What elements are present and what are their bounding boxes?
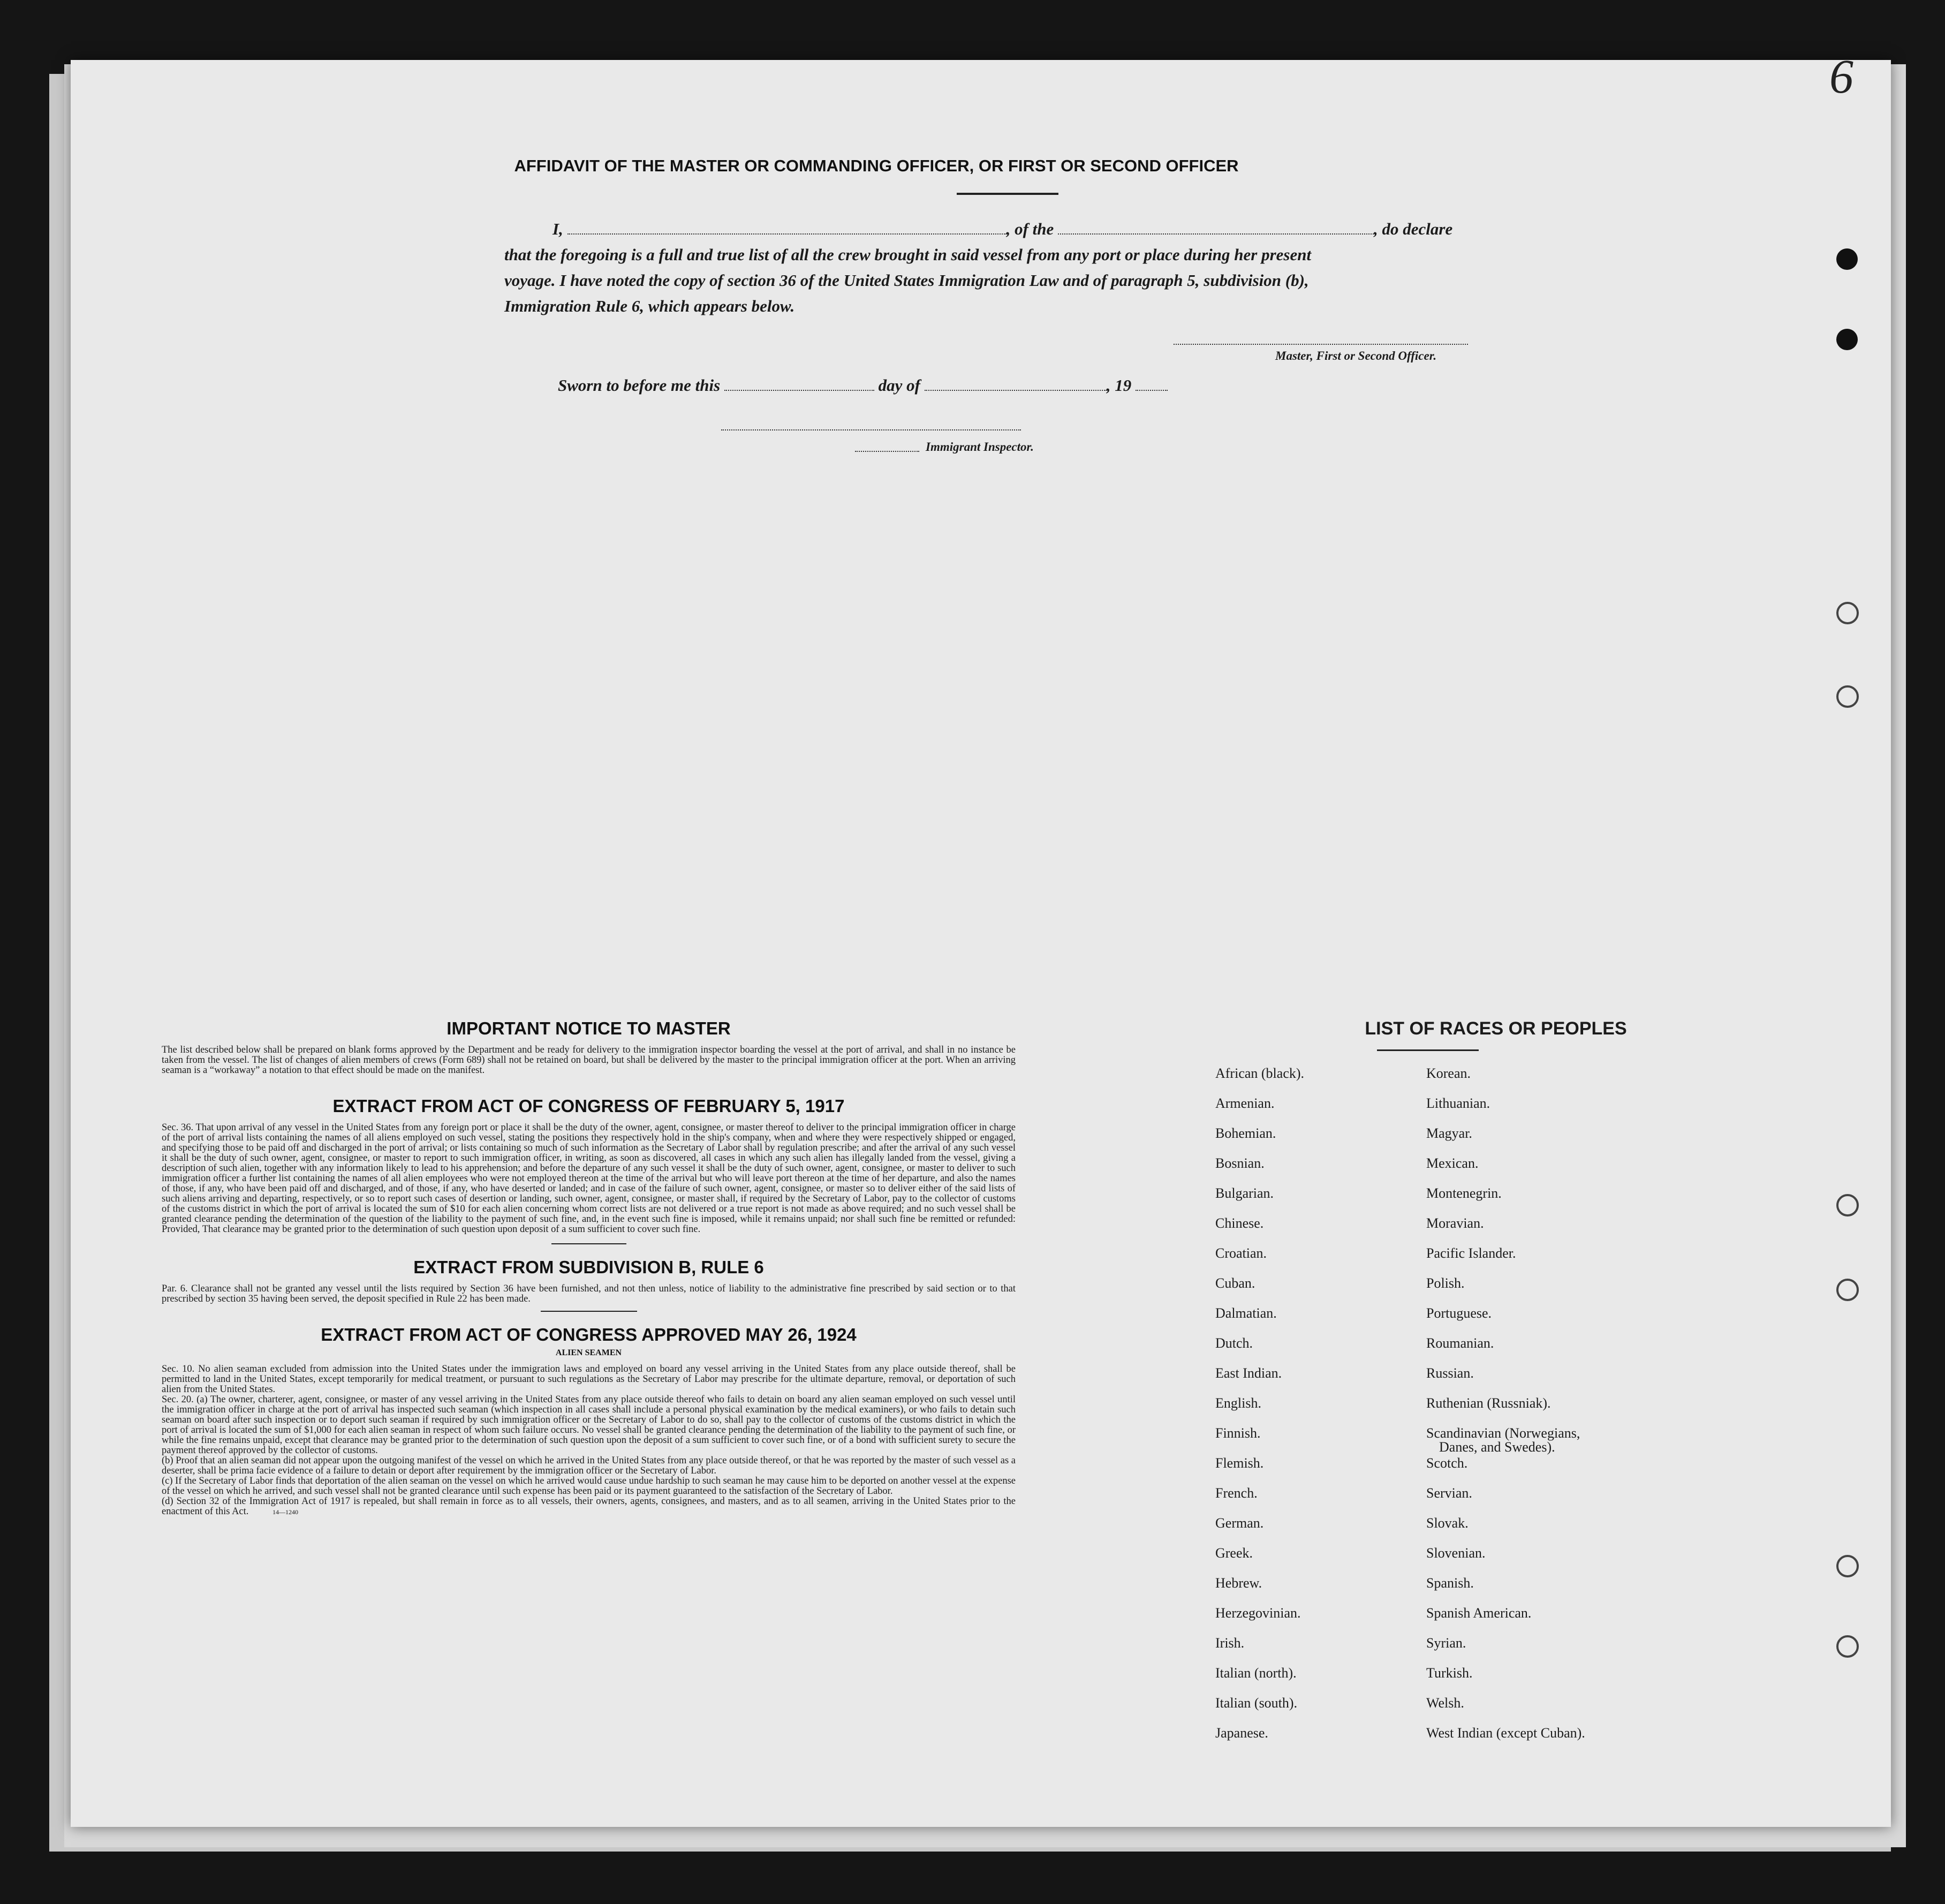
sworn-line xyxy=(558,373,1307,398)
race-item: Chinese. xyxy=(1215,1215,1264,1231)
sec-20c-text: (c) If the Secretary of Labor finds that deportation of the alien seaman on the vessel on which he arrived would cause undue hardship to such seaman he may cause him to be deported on another vessel at the expense of the vessel on which he arrived, and such vessel shall not be granted clearance until such expense has been paid or its payment guaranteed to the satisfaction of the Secretary of Labor. xyxy=(162,1476,1016,1497)
race-item: Armenian. xyxy=(1215,1095,1275,1111)
race-item: Herzegovinian. xyxy=(1215,1605,1301,1621)
document-page xyxy=(71,50,1891,1827)
extract-rule6-title: EXTRACT FROM SUBDIVISION B, RULE 6 xyxy=(413,1257,764,1277)
affidavit-line-4: Immigration Rule 6, which appears below. xyxy=(504,297,795,315)
race-item: Moravian. xyxy=(1426,1215,1484,1231)
race-item: Mexican. xyxy=(1426,1155,1479,1171)
binder-hole xyxy=(1836,1635,1859,1658)
sworn-year-text: , 19 xyxy=(1106,376,1132,395)
race-item: Pacific Islander. xyxy=(1426,1245,1516,1261)
day-blank xyxy=(724,377,874,391)
sec-20d-text xyxy=(162,1497,1016,1517)
race-item: Croatian. xyxy=(1215,1245,1267,1261)
month-blank xyxy=(925,377,1107,391)
race-item: Welsh. xyxy=(1426,1695,1464,1711)
vessel-blank xyxy=(1058,221,1374,235)
race-item: Turkish. xyxy=(1426,1665,1473,1681)
race-item: Polish. xyxy=(1426,1275,1465,1291)
binder-hole xyxy=(1836,1555,1859,1577)
form-number: 14—1240 xyxy=(272,1508,298,1516)
affidavit-title: AFFIDAVIT OF THE MASTER OR COMMANDING OFFICER, OR FIRST OR SECOND OFFICER xyxy=(514,156,1239,175)
race-item: Slovenian. xyxy=(1426,1545,1486,1561)
notice-text: The list described below shall be prepared on blank forms approved by the Department and be ready for delivery to the immigration inspector boarding the vessel at the port of arrival, and shall in no instance be taken from the vessel. The list of changes of alien members of crews (Form 689) shall not be retained on board, but shall be delivered by the master to the principal immigration officer at the port. When an arriving seaman is a “workaway” a notation to that effect should be made on the manifest. xyxy=(162,1045,1016,1076)
race-item: Syrian. xyxy=(1426,1635,1466,1651)
master-signature-line xyxy=(1174,344,1468,345)
inspector-signature-line xyxy=(721,429,1021,430)
sec-20b-text: (b) Proof that an alien seaman did not appear upon the outgoing manifest of the vessel on which he arrived in the United States from any place outside thereof, or that he was reported by the master of such vessel as a deserter, shall be prima facie evidence of a failure to detain or deport after requirement by the immigration officer or the Secretary of Labor. xyxy=(162,1455,1016,1476)
race-item: Finnish. xyxy=(1215,1425,1261,1441)
affidavit-line-3: voyage. I have noted the copy of section 36 of the United States Immigration Law and of paragraph 5, subdivision (b), xyxy=(504,271,1309,290)
extract-1917-title: EXTRACT FROM ACT OF CONGRESS OF FEBRUARY 5, 1917 xyxy=(332,1096,845,1116)
affidavit-text xyxy=(504,216,1554,319)
race-item: Irish. xyxy=(1215,1635,1245,1651)
race-item: Korean. xyxy=(1426,1066,1471,1081)
sec-10-text: Sec. 10. No alien seaman excluded from admission into the United States under the immigration laws and employed on board any vessel arriving in the United States from any place outside thereof, shall be permitted to land in the United States, except temporarily for medical treatment, or pursuant to such regulations as the Secretary of Labor may prescribe for the ultimate departure, removal, or deportation of such alien from the United States. xyxy=(162,1364,1016,1395)
sworn-day-text: day of xyxy=(878,376,920,395)
race-item: German. xyxy=(1215,1515,1264,1531)
declare-text: , do declare xyxy=(1374,220,1453,238)
inspector-label: Immigrant Inspector. xyxy=(926,440,1034,454)
race-item: Lithuanian. xyxy=(1426,1095,1490,1111)
of-the-text: , of the xyxy=(1006,220,1054,238)
section-divider xyxy=(551,1243,626,1244)
race-item: English. xyxy=(1215,1395,1261,1411)
race-item: Ruthenian (Russniak). xyxy=(1426,1395,1551,1411)
race-item: Portuguese. xyxy=(1426,1305,1492,1321)
affidavit-line-2: that the foregoing is a full and true list of all the crew brought in said vessel from any port or place during her present xyxy=(504,245,1312,264)
binder-hole xyxy=(1836,602,1859,624)
race-item: Greek. xyxy=(1215,1545,1253,1561)
race-item: Magyar. xyxy=(1426,1125,1472,1141)
master-label: Master, First or Second Officer. xyxy=(1275,349,1437,362)
race-item: Spanish. xyxy=(1426,1575,1474,1591)
race-item: Roumanian. xyxy=(1426,1335,1494,1351)
race-item: Montenegrin. xyxy=(1426,1185,1502,1201)
race-item: Cuban. xyxy=(1215,1275,1255,1291)
races-title: LIST OF RACES OR PEOPLES xyxy=(1365,1018,1627,1039)
race-item: Slovak. xyxy=(1426,1515,1469,1531)
race-item: African (black). xyxy=(1215,1066,1305,1081)
race-item: Dutch. xyxy=(1215,1335,1253,1351)
extract-1924-subtitle: ALIEN SEAMEN xyxy=(555,1348,622,1357)
race-item: Scandinavian (Norwegians, xyxy=(1426,1425,1580,1441)
section-divider xyxy=(541,1311,637,1312)
binder-hole xyxy=(1836,685,1859,708)
race-item: Bohemian. xyxy=(1215,1125,1276,1141)
races-title-underline xyxy=(1377,1049,1479,1051)
notice-title: IMPORTANT NOTICE TO MASTER xyxy=(446,1018,731,1038)
extract-1924-title: EXTRACT FROM ACT OF CONGRESS APPROVED MAY 26, 1924 xyxy=(321,1325,857,1344)
race-item: Russian. xyxy=(1426,1365,1474,1381)
sec-20a-text: Sec. 20. (a) The owner, charterer, agent, consignee, or master of any vessel arriving in the United States from any place outside thereof who fails to detain on board any alien seaman employed on such vessel until the immigration officer in charge at the port of arrival has inspected such seaman (which inspection in all cases shall include a personal physical examination by the medical examiners), or who fails to detain such seaman on board after such inspection or to deport such seaman if required by such immigration officer or the Secretary of Labor to do so, shall pay to the collector of customs of the customs district in which the port of arrival is located the sum of $1,000 for each alien seaman in respect of whom such failure occurs. No vessel shall be granted clearance pending the determination of the liability to the payment of such fine, or while the fine remains unpaid, except that clearance may be granted prior to the determination of such question upon the deposit of a sum sufficient to cover such fine, or of a bond with sufficient surety to secure the payment thereof approved by the collector of customs. xyxy=(162,1394,1016,1456)
race-item: East Indian. xyxy=(1215,1365,1282,1381)
race-item: Japanese. xyxy=(1215,1725,1268,1741)
binder-hole xyxy=(1836,248,1858,270)
sec-20d-body: (d) Section 32 of the Immigration Act of 1917 is repealed, but shall remain in force as to all vessels, their owners, agents, consignees, and masters, and as to all seamen, arriving in the United States prior to the enactment of this Act. xyxy=(162,1496,1016,1517)
race-item: Bulgarian. xyxy=(1215,1185,1274,1201)
race-item: French. xyxy=(1215,1485,1258,1501)
binder-hole xyxy=(1836,1279,1859,1301)
race-item-continuation: Danes, and Swedes). xyxy=(1439,1439,1555,1455)
name-blank xyxy=(567,221,1006,235)
race-item: Scotch. xyxy=(1426,1455,1468,1471)
race-item: West Indian (except Cuban). xyxy=(1426,1725,1585,1741)
race-item: Spanish American. xyxy=(1426,1605,1532,1621)
title-underline xyxy=(957,193,1058,195)
race-item: Italian (south). xyxy=(1215,1695,1298,1711)
binder-hole xyxy=(1836,1194,1859,1217)
affidavit-i: I, xyxy=(553,220,563,238)
year-blank xyxy=(1136,377,1168,391)
race-item: Italian (north). xyxy=(1215,1665,1297,1681)
inspector-short-line xyxy=(855,451,919,452)
race-item: Servian. xyxy=(1426,1485,1472,1501)
race-item: Bosnian. xyxy=(1215,1155,1265,1171)
extract-1917-text: Sec. 36. That upon arrival of any vessel in the United States from any foreign port or place it shall be the duty of the owner, agent, consignee, or master thereof to deliver to the principal immigration officer in charge of the port of arrival lists containing the names of all aliens employed on such vessel, stating the positions they respectively hold in the ship's company, when and where they were respectively shipped or engaged, and specifying those to be paid off and discharged in the port of arrival; or lists containing so much of such information as the Secretary of Labor shall by regulation prescribe; and after the arrival of any such vessel it shall be the duty of such owner, agent, consignee, or master to report to such immigration officer, in writing, as soon as discovered, all cases in which any such alien has illegally landed from the vessel, giving a description of such alien, together with any information likely to lead to his apprehension; and before the departure of any such vessel it shall be the duty of such owner, agent, consignee, or master to deliver to such immigration officer a further list containing the names of all alien employees who were not employed thereon at the time of the arrival but who will leave port thereon at the time of her departure, and also the names of those, if any, who have been paid off and discharged, and of those, if any, who have deserted or landed; and in case of the failure of such owner, agent, consignee, or master so to deliver either of the said lists of such aliens arriving and departing, respectively, or so to report such cases of desertion or landing, such owner, agent, consignee, or master shall, if required by the Secretary of Labor, pay to the collector of customs of the customs district in which the port of arrival is located the sum of $10 for each alien concerning whom correct lists are not delivered or a true report is not made as above required; and no such vessel shall be granted clearance pending the determination of the question of the liability to the payment of such fine, and, in the event such fine is imposed, while it remains unpaid; nor shall such fine be remitted or refunded: Provided, That clearance may be granted prior to the determination of such question upon deposit of a sum sufficient to cover such fine. xyxy=(162,1122,1016,1235)
legal-notices xyxy=(162,1018,1016,1517)
sworn-prefix: Sworn to before me this xyxy=(558,376,721,395)
race-item: Flemish. xyxy=(1215,1455,1264,1471)
binder-hole xyxy=(1836,329,1858,350)
race-item: Dalmatian. xyxy=(1215,1305,1277,1321)
race-item: Hebrew. xyxy=(1215,1575,1262,1591)
page-number: 6 xyxy=(1829,50,1853,103)
extract-rule6-text: Par. 6. Clearance shall not be granted any vessel until the lists required by Section 36 have been furnished, and not then unless, notice of liability to the administrative fine prescribed by said section or to that prescribed by section 35 having been served, the deposit specified in Rule 22 has been made. xyxy=(162,1283,1016,1304)
affidavit-line-1 xyxy=(504,216,1554,242)
